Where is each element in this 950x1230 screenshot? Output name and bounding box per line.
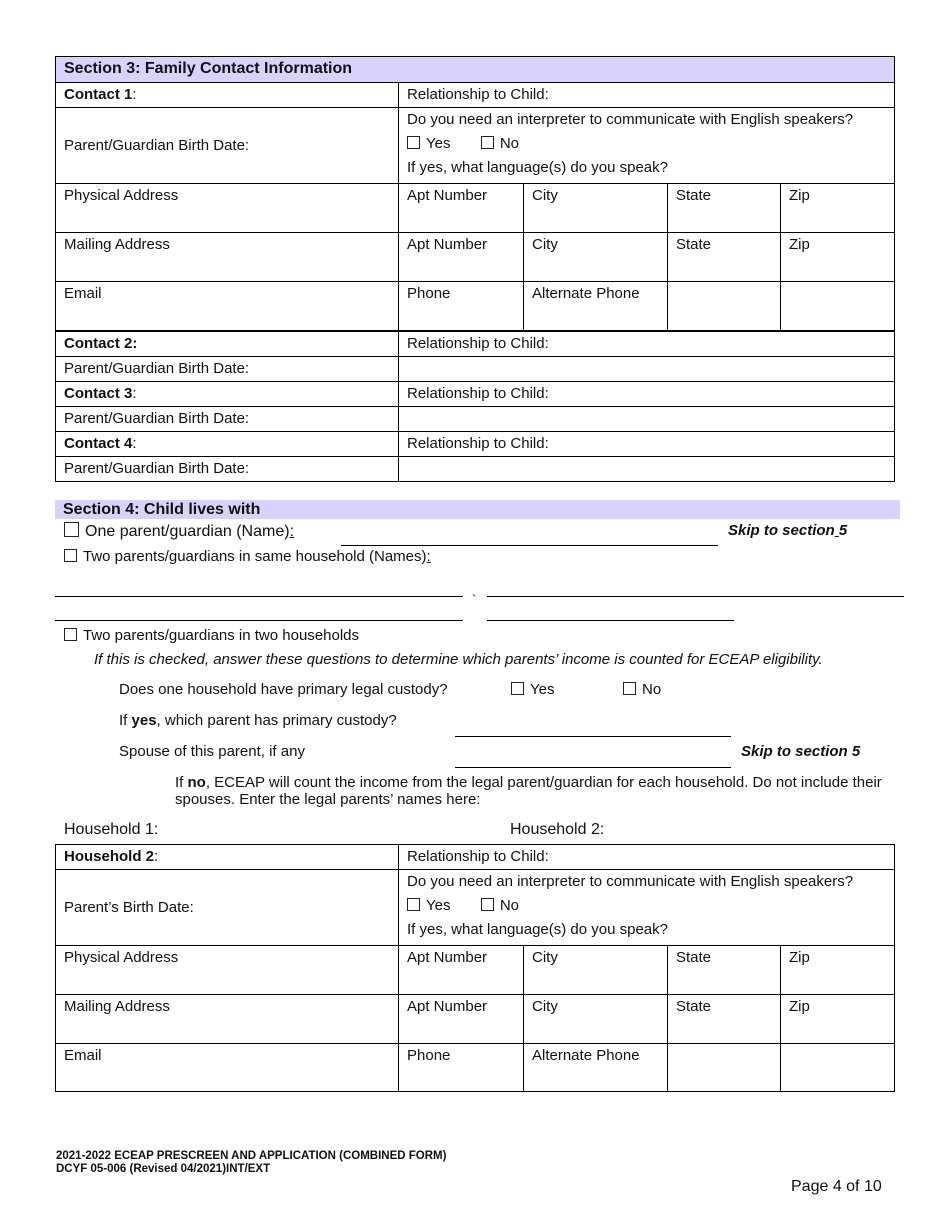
interpreter-yes-label: Yes bbox=[426, 135, 451, 152]
household2-mailing-state-field[interactable]: State bbox=[668, 995, 781, 1044]
physical-state-field[interactable]: State bbox=[668, 184, 781, 233]
if-checked-instructions: If this is checked, answer these questions to determine which parents’ income is counted for ECEAP eligibility. bbox=[94, 651, 823, 668]
two-same-household-label: Two parents/guardians in same household (Names) bbox=[83, 548, 427, 565]
footer-form-info bbox=[56, 1150, 446, 1176]
household2-label: Household 2: bbox=[56, 845, 399, 870]
phone-field[interactable]: Phone bbox=[399, 282, 524, 331]
spouse-line[interactable] bbox=[455, 767, 731, 768]
contact3-birth-date-value[interactable] bbox=[399, 406, 895, 431]
household2-physical-state-field[interactable]: State bbox=[668, 946, 781, 995]
household2-table bbox=[55, 844, 895, 1092]
one-parent-label: One parent/guardian (Name) bbox=[85, 523, 290, 540]
one-parent-name-line[interactable] bbox=[341, 545, 718, 546]
email-field[interactable]: Email bbox=[56, 282, 399, 331]
household2-mailing-zip-field[interactable]: Zip bbox=[781, 995, 895, 1044]
household2-interpreter-cell bbox=[399, 870, 895, 946]
primary-custody-no-checkbox[interactable] bbox=[623, 682, 636, 695]
interpreter-no-checkbox[interactable] bbox=[481, 136, 494, 149]
contact2-birth-date-field[interactable]: Parent/Guardian Birth Date: bbox=[56, 356, 399, 381]
empty-cell bbox=[668, 282, 781, 331]
footer-form-id: DCYF 05-006 (Revised 04/2021)INT/EXT bbox=[56, 1163, 271, 1175]
empty-cell bbox=[668, 1044, 781, 1092]
spouse-label: Spouse of this parent, if any bbox=[119, 743, 305, 760]
household2-email-field[interactable]: Email bbox=[56, 1044, 399, 1092]
household2-phone-field[interactable]: Phone bbox=[399, 1044, 524, 1092]
section3-table bbox=[55, 56, 895, 482]
household-2-label: Household 2: bbox=[510, 821, 605, 838]
empty-cell bbox=[781, 1044, 895, 1092]
primary-custody-yes-option[interactable] bbox=[511, 681, 554, 698]
contact1-relationship-field[interactable]: Relationship to Child: bbox=[399, 83, 895, 108]
section3-title: Section 3: Family Contact Information bbox=[56, 57, 895, 83]
primary-custody-no-label: No bbox=[642, 681, 662, 698]
household2-interpreter-question: Do you need an interpreter to communicate with English speakers? bbox=[407, 873, 854, 890]
household2-physical-apt-field[interactable]: Apt Number bbox=[399, 946, 524, 995]
contact3-relationship-field[interactable]: Relationship to Child: bbox=[399, 381, 895, 406]
two-households-option[interactable] bbox=[64, 627, 359, 644]
contact4-label: Contact 4: bbox=[56, 431, 399, 456]
household2-interpreter-yes-checkbox[interactable] bbox=[407, 898, 420, 911]
skip-to-section-5-one-parent: Skip to section 5 bbox=[728, 522, 848, 539]
two-households-checkbox[interactable] bbox=[64, 628, 77, 641]
same-household-name-line-1[interactable] bbox=[55, 596, 463, 597]
household2-language-question[interactable]: If yes, what language(s) do you speak? bbox=[407, 921, 668, 938]
one-parent-checkbox[interactable] bbox=[64, 522, 79, 537]
two-households-label: Two parents/guardians in two households bbox=[83, 627, 360, 644]
section4-title: Section 4: Child lives with bbox=[55, 500, 900, 519]
household2-physical-city-field[interactable]: City bbox=[524, 946, 668, 995]
if-no-instructions: If no, ECEAP will count the income from the legal parent/guardian for each household. Do not include their spouses. Enter the legal parents’ names here: bbox=[175, 774, 882, 808]
two-same-household-checkbox[interactable] bbox=[64, 549, 77, 562]
page-number: Page 4 of 10 bbox=[791, 1178, 882, 1195]
empty-cell bbox=[781, 282, 895, 331]
mailing-city-field[interactable]: City bbox=[524, 233, 668, 282]
interpreter-yes-checkbox[interactable] bbox=[407, 136, 420, 149]
contact1-interpreter-cell bbox=[399, 108, 895, 184]
contact4-relationship-field[interactable]: Relationship to Child: bbox=[399, 431, 895, 456]
language-question[interactable]: If yes, what language(s) do you speak? bbox=[407, 159, 668, 176]
mailing-apt-field[interactable]: Apt Number bbox=[399, 233, 524, 282]
mailing-address-field[interactable]: Mailing Address bbox=[56, 233, 399, 282]
mailing-zip-field[interactable]: Zip bbox=[781, 233, 895, 282]
household2-interpreter-yes-label: Yes bbox=[426, 897, 451, 914]
household2-interpreter-no-label: No bbox=[499, 897, 520, 914]
alternate-phone-field[interactable]: Alternate Phone bbox=[524, 282, 668, 331]
physical-zip-field[interactable]: Zip bbox=[781, 184, 895, 233]
contact2-birth-date-value[interactable] bbox=[399, 356, 895, 381]
contact2-relationship-field[interactable]: Relationship to Child: bbox=[399, 331, 895, 357]
household2-birth-date-field[interactable]: Parent’s Birth Date: bbox=[56, 870, 399, 946]
primary-custody-question: Does one household have primary legal custody? bbox=[119, 681, 448, 698]
footer-form-title: 2021-2022 ECEAP PRESCREEN AND APPLICATION (COMBINED FORM) bbox=[56, 1150, 447, 1162]
household2-interpreter-no-checkbox[interactable] bbox=[481, 898, 494, 911]
primary-custody-yes-label: Yes bbox=[530, 681, 555, 698]
contact4-birth-date-value[interactable] bbox=[399, 456, 895, 481]
household2-mailing-address-field[interactable]: Mailing Address bbox=[56, 995, 399, 1044]
contact2-label: Contact 2: bbox=[56, 331, 399, 357]
primary-custody-yes-checkbox[interactable] bbox=[511, 682, 524, 695]
interpreter-no-label: No bbox=[499, 135, 520, 152]
contact4-birth-date-field[interactable]: Parent/Guardian Birth Date: bbox=[56, 456, 399, 481]
which-parent-line[interactable] bbox=[455, 736, 731, 737]
household-1-label: Household 1: bbox=[64, 821, 159, 838]
contact3-birth-date-field[interactable]: Parent/Guardian Birth Date: bbox=[56, 406, 399, 431]
one-parent-option[interactable]: One parent/guardian (Name): bbox=[64, 522, 294, 541]
household2-mailing-apt-field[interactable]: Apt Number bbox=[399, 995, 524, 1044]
household2-relationship-field[interactable]: Relationship to Child: bbox=[399, 845, 895, 870]
which-parent-question: If yes, which parent has primary custody? bbox=[119, 712, 397, 729]
same-household-name-line-2[interactable] bbox=[487, 596, 904, 597]
two-same-household-option[interactable]: Two parents/guardians in same household (Names): bbox=[64, 548, 431, 565]
interpreter-question: Do you need an interpreter to communicate with English speakers? bbox=[407, 111, 854, 128]
physical-apt-field[interactable]: Apt Number bbox=[399, 184, 524, 233]
contact1-label: Contact 1: bbox=[56, 83, 399, 108]
contact3-label: Contact 3: bbox=[56, 381, 399, 406]
mailing-state-field[interactable]: State bbox=[668, 233, 781, 282]
same-household-name-line-4[interactable] bbox=[487, 620, 734, 621]
same-household-name-line-3[interactable] bbox=[55, 620, 463, 621]
household2-alternate-phone-field[interactable]: Alternate Phone bbox=[524, 1044, 668, 1092]
household2-mailing-city-field[interactable]: City bbox=[524, 995, 668, 1044]
physical-city-field[interactable]: City bbox=[524, 184, 668, 233]
primary-custody-no-option[interactable] bbox=[623, 681, 661, 698]
physical-address-field[interactable]: Physical Address bbox=[56, 184, 399, 233]
household2-physical-address-field[interactable]: Physical Address bbox=[56, 946, 399, 995]
contact1-birth-date-field[interactable]: Parent/Guardian Birth Date: bbox=[56, 108, 399, 184]
backtick-mark: ` bbox=[472, 592, 477, 607]
household2-physical-zip-field[interactable]: Zip bbox=[781, 946, 895, 995]
skip-to-section-5-spouse: Skip to section 5 bbox=[741, 743, 861, 760]
